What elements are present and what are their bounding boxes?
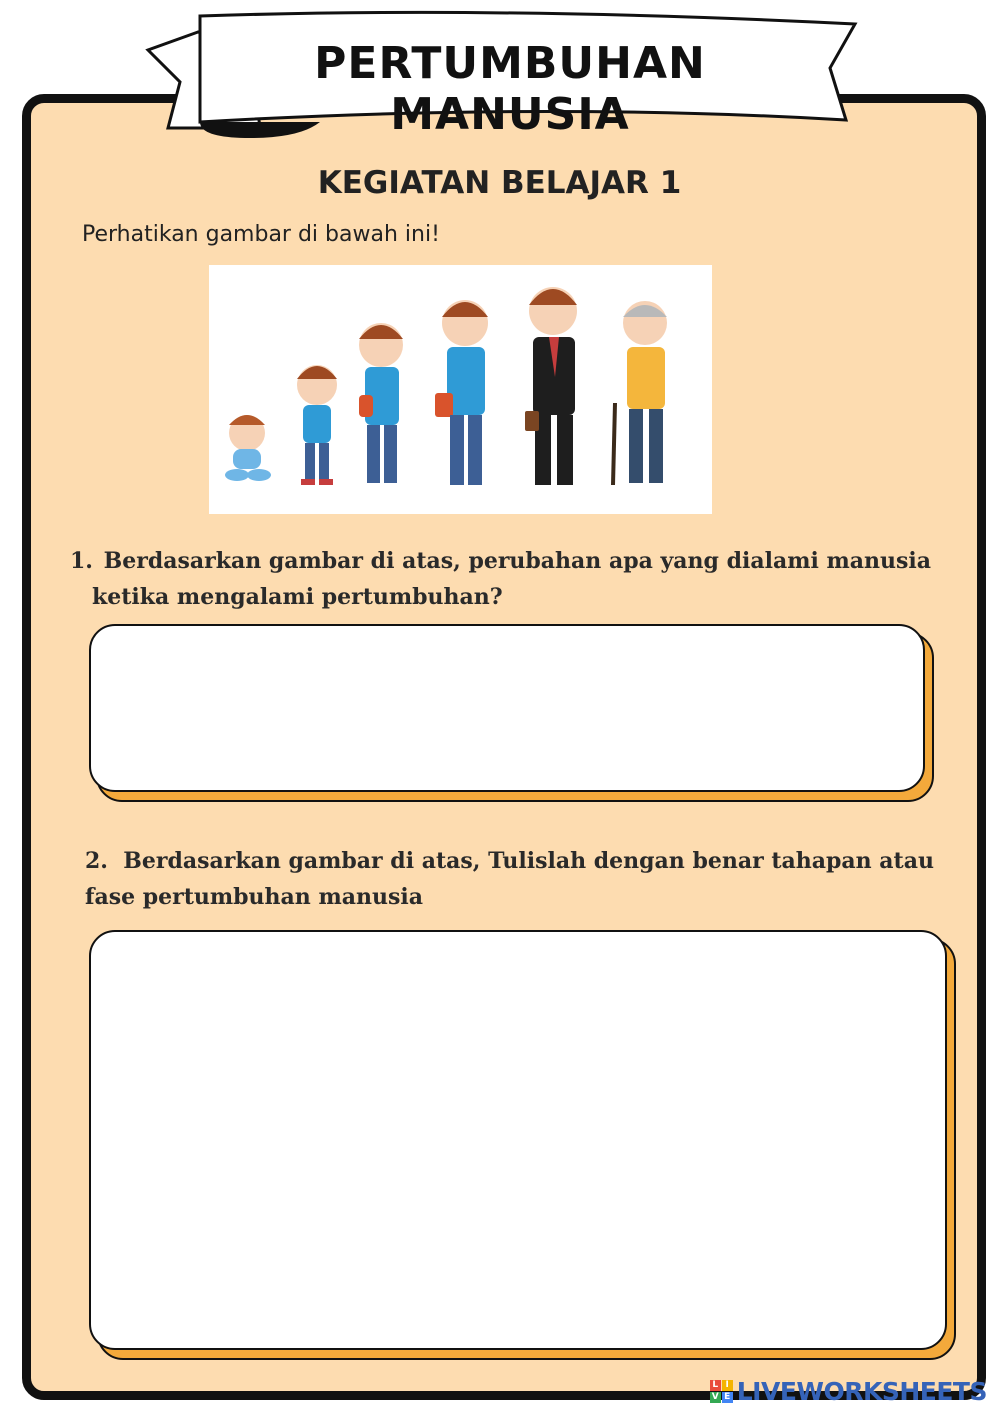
- liveworksheets-watermark: [710, 1377, 987, 1405]
- liveworksheets-logo-icon: L I V E: [710, 1380, 733, 1403]
- question-1-number: 1.: [70, 548, 93, 574]
- elderly-figure: [613, 301, 667, 485]
- answer-1-input[interactable]: [89, 624, 925, 792]
- child-figure: [297, 365, 337, 485]
- question-2: [85, 843, 945, 915]
- answer-2-input[interactable]: [89, 930, 947, 1350]
- activity-heading: KEGIATAN BELAJAR 1: [317, 165, 682, 201]
- question-2-text-line1: Berdasarkan gambar di atas, Tulislah dengan benar tahapan atau: [123, 848, 934, 874]
- title-banner: [140, 10, 860, 145]
- question-1: [70, 543, 940, 615]
- baby-figure: [225, 415, 271, 481]
- page-title: PERTUMBUHAN MANUSIA: [314, 38, 706, 140]
- question-2-text-line2: fase pertumbuhan manusia: [85, 884, 423, 910]
- preteen-figure: [359, 323, 403, 483]
- instruction-text: Perhatikan gambar di bawah ini!: [82, 222, 440, 247]
- adult-figure: [525, 287, 577, 485]
- question-1-text-line2: ketika mengalami pertumbuhan?: [92, 584, 503, 610]
- question-2-number: 2.: [85, 848, 108, 874]
- watermark-text: LIVEWORKSHEETS: [736, 1376, 987, 1406]
- teenager-figure: [435, 300, 488, 485]
- growth-stages-illustration: [209, 265, 712, 514]
- question-1-text-line1: Berdasarkan gambar di atas, perubahan apa yang dialami manusia: [103, 548, 932, 574]
